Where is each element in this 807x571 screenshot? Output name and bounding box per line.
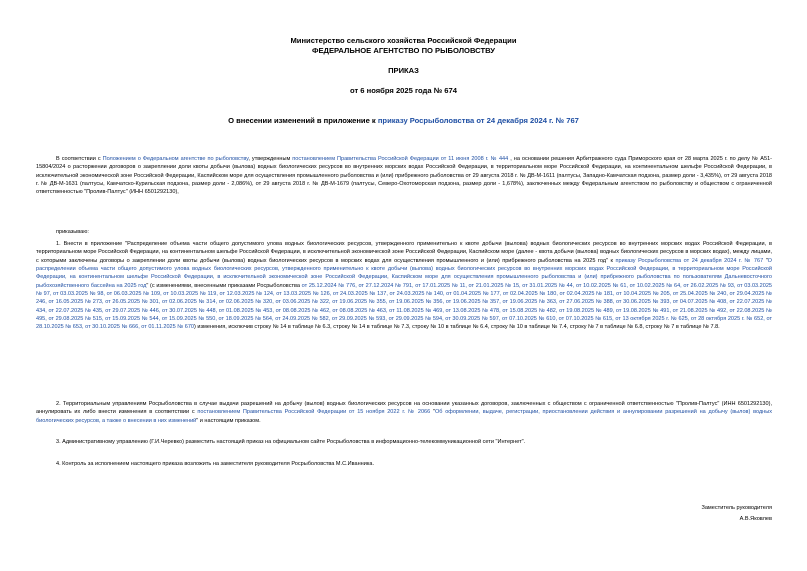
item-2-text: 2. Территориальным управлениям Росрыболовства в случае выдачи разрешений на добычу (вылов) водных биологических ресурсов на основании указанных договоров, заключенных с обществом с ограниченной ответственностью "Пролив-Палтус" (ИНН 6501292130), аннулировать их либо внести изменения в соответствии с	[36, 401, 772, 416]
item-1-text: "	[763, 257, 768, 264]
preamble-text: , на основании решения Арбитражного суда Приморского края от 28 марта 2025 г. по делу № А51-15804/2024 о расторжении договоров о закреплении доли квоты добычи (вылова) водных биологических ресурсов во внутренних морских водах Российской Федерации, в территориальном море Российской Федерации, на континентальном шельфе Российской Федерации, в исключительной экономической зоне Российской Федерации, Каспийском море для осуществления промышленного рыболовства и (или) прибрежного рыболовства от 29 августа 2018 г. № ДВ-М-1611 (палтусы, Западно-Камчатская подзона, размер доли - 3,435%), от 29 августа 2018 г. № ДВ-М-1631 (палтусы, Камчатско-Курильская подзона, размер доли - 2,086%), от 29 августа 2018 г. № ДВ-М-1679 (палтусы, Северо-Охотоморская подзона, размер доли - 1,678%), заключенных между Федеральным агентством по рыболовству и обществом с ограниченной ответственностью "Пролив-Палтус" (ИНН 6501292130),	[36, 156, 772, 196]
item-2-text: " и настоящим приказом.	[196, 417, 261, 424]
decree-2066-link[interactable]: постановлением Правительства Российской Федерации от 15 ноября 2022 г. № 2066	[197, 409, 431, 416]
preamble	[36, 155, 772, 197]
item-2-text: "	[430, 409, 435, 416]
item-3-text: 3. Административному управлению (Г.И.Черевко) разместить настоящий приказ на официальном сайте Росрыболовства в информационно-телекоммуникационной сети "Интернет".	[56, 439, 526, 445]
signature-position: Заместитель руководителя	[701, 505, 772, 511]
item-2	[36, 400, 772, 425]
preamble-text: , утвержденным	[248, 156, 293, 162]
order-word	[36, 228, 772, 236]
order-767-link[interactable]: приказу Росрыболовства от 24 декабря 2024 г. № 767	[615, 257, 764, 264]
title-link[interactable]: приказу Росрыболовства от 24 декабря 2024 г. № 767	[377, 116, 579, 125]
government-decree-link[interactable]: постановлением Правительства Российской Федерации от 11 июня 2008 г. № 444	[292, 156, 509, 162]
ministry-heading: Министерство сельского хозяйства Российской Федерации	[290, 36, 517, 45]
item-1-text: 1. Внести в приложение "Распределение объема части общего допустимого улова водных биологических ресурсов, утвержденного применительно к квоте добычи (вылова) водных биологических ресурсов во внутренних морских водах Российской Федерации, в территориальном море Российской Федерации, на континентальном шельфе Российской Федерации, в исключительной экономической зоне Российской Федерации, Каспийском море (далее - квота добычи (вылова) водных биологических ресурсов в морских водах), между лицами, с которыми заключены договоры о закреплении доли квоты добычи (вылова) водных биологических ресурсов в морских водах для осуществления промышленного и (или) прибрежного рыболовства на 2025 год" к	[36, 241, 772, 264]
item-4	[36, 460, 772, 468]
item-3	[36, 438, 772, 446]
preamble-text: В соответствии с	[56, 156, 103, 162]
decree-title-link[interactable]: Об оформлении, выдаче, регистрации, приостановлении действия и аннулировании разрешений на добычу (вылов) водных биологических ресурсов, а также о внесении в них изменений	[36, 409, 773, 424]
item-1-text: ) изменения, исключив строку № 14 в таблице № 6.3, строку № 14 в таблице № 7.3, строку № 10 в таблице № 6.4, строку № 10 в таблице № 7.4, строку № 7 в таблице № 6.8, строку № 7 в таблице № 7.8.	[194, 324, 720, 331]
signature-name: А.В.Яковлев	[739, 516, 772, 522]
amending-orders-links[interactable]: от 25.12.2024 № 776, от 27.12.2024 № 791, от 17.01.2025 № 11, от 21.01.2025 № 15, от 31.01.2025 № 44, от 10.02.2025 № 61, от 10.02.2025 № 64, от 26.02.2025 № 93, от 03.03.2025 № 97, от 03.03.2025 № 98, от 06.03.2025 № 109, от 10.03.2025 № 119, от 12.03.2025 № 124, от 13.03.2025 № 126, от 24.03.2025 № 137, от 24.03.2025 № 140, от 01.04.2025 № 177, от 02.04.2025 № 180, от 02.04.2025 № 181, от 10.04.2025 № 205, от 25.04.2025 № 240, от 29.04.2025 № 246, от 16.05.2025 № 273, от 26.05.2025 № 301, от 02.06.2025 № 314, от 02.06.2025 № 320, от 03.06.2025 № 322, от 19.06.2025 № 355, от 19.06.2025 № 356, от 19.06.2025 № 357, от 19.06.2025 № 363, от 27.06.2025 № 388, от 30.06.2025 № 393, от 04.07.2025 № 408, от 22.07.2025 № 434, от 22.07.2025 № 435, от 29.07.2025 № 446, от 30.07.2025 № 448, от 01.08.2025 № 453, от 08.08.2025 № 462, от 08.08.2025 № 463, от 11.08.2025 № 469, от 13.08.2025 № 478, от 15.08.2025 № 482, от 19.08.2025 № 489, от 19.08.2025 № 491, от 21.08.2025 № 492, от 22.08.2025 № 495, от 29.08.2025 № 515, от 15.09.2025 № 544, от 15.09.2025 № 550, от 18.09.2025 № 564, от 24.09.2025 № 582, от 29.09.2025 № 593, от 29.09.2025 № 594, от 30.09.2025 № 597, от 07.10.2025 № 610, от 07.10.2025 № 615, от 13 октября 2025 г. № 625, от 28 октября 2025 г. № 652, от 28.10.2025 № 653, от 30.10.2025 № 666, от 01.11.2025 № 670	[36, 282, 773, 331]
page-title	[0, 116, 807, 126]
item-1	[36, 240, 772, 332]
order-word-text: приказываю:	[56, 229, 89, 235]
order-title-link[interactable]: О распределении объема части общего допустимого улова водных биологических ресурсов, утвержденного применительно к квоте добычи (вылова) водных биологических ресурсов во внутренних морских водах Российской Федерации, в территориальном море Российской Федерации, на континентальном шельфе Российской Федерации, в исключительной экономической зоне Российской Федерации, Каспийском море для осуществления промышленного рыболовства и (или) прибрежного рыболовства по пользователям Дальневосточного рыбохозяйственного бассейна на 2025 год	[36, 257, 772, 289]
agency-heading: ФЕДЕРАЛЬНОЕ АГЕНТСТВО ПО РЫБОЛОВСТВУ	[312, 46, 495, 55]
regulation-link[interactable]: Положением о Федеральном агентстве по рыболовству	[102, 156, 249, 162]
item-1-text: " (с изменениями, внесенными приказами Росрыболовства	[146, 282, 302, 289]
document-type: ПРИКАЗ	[388, 66, 419, 75]
title-prefix: О внесении изменений в приложение к	[228, 116, 378, 125]
date-number: от 6 ноября 2025 года № 674	[350, 86, 457, 95]
item-4-text: 4. Контроль за исполнением настоящего приказа возложить на заместителя руководителя Росрыболовства М.С.Иванника.	[56, 461, 374, 467]
